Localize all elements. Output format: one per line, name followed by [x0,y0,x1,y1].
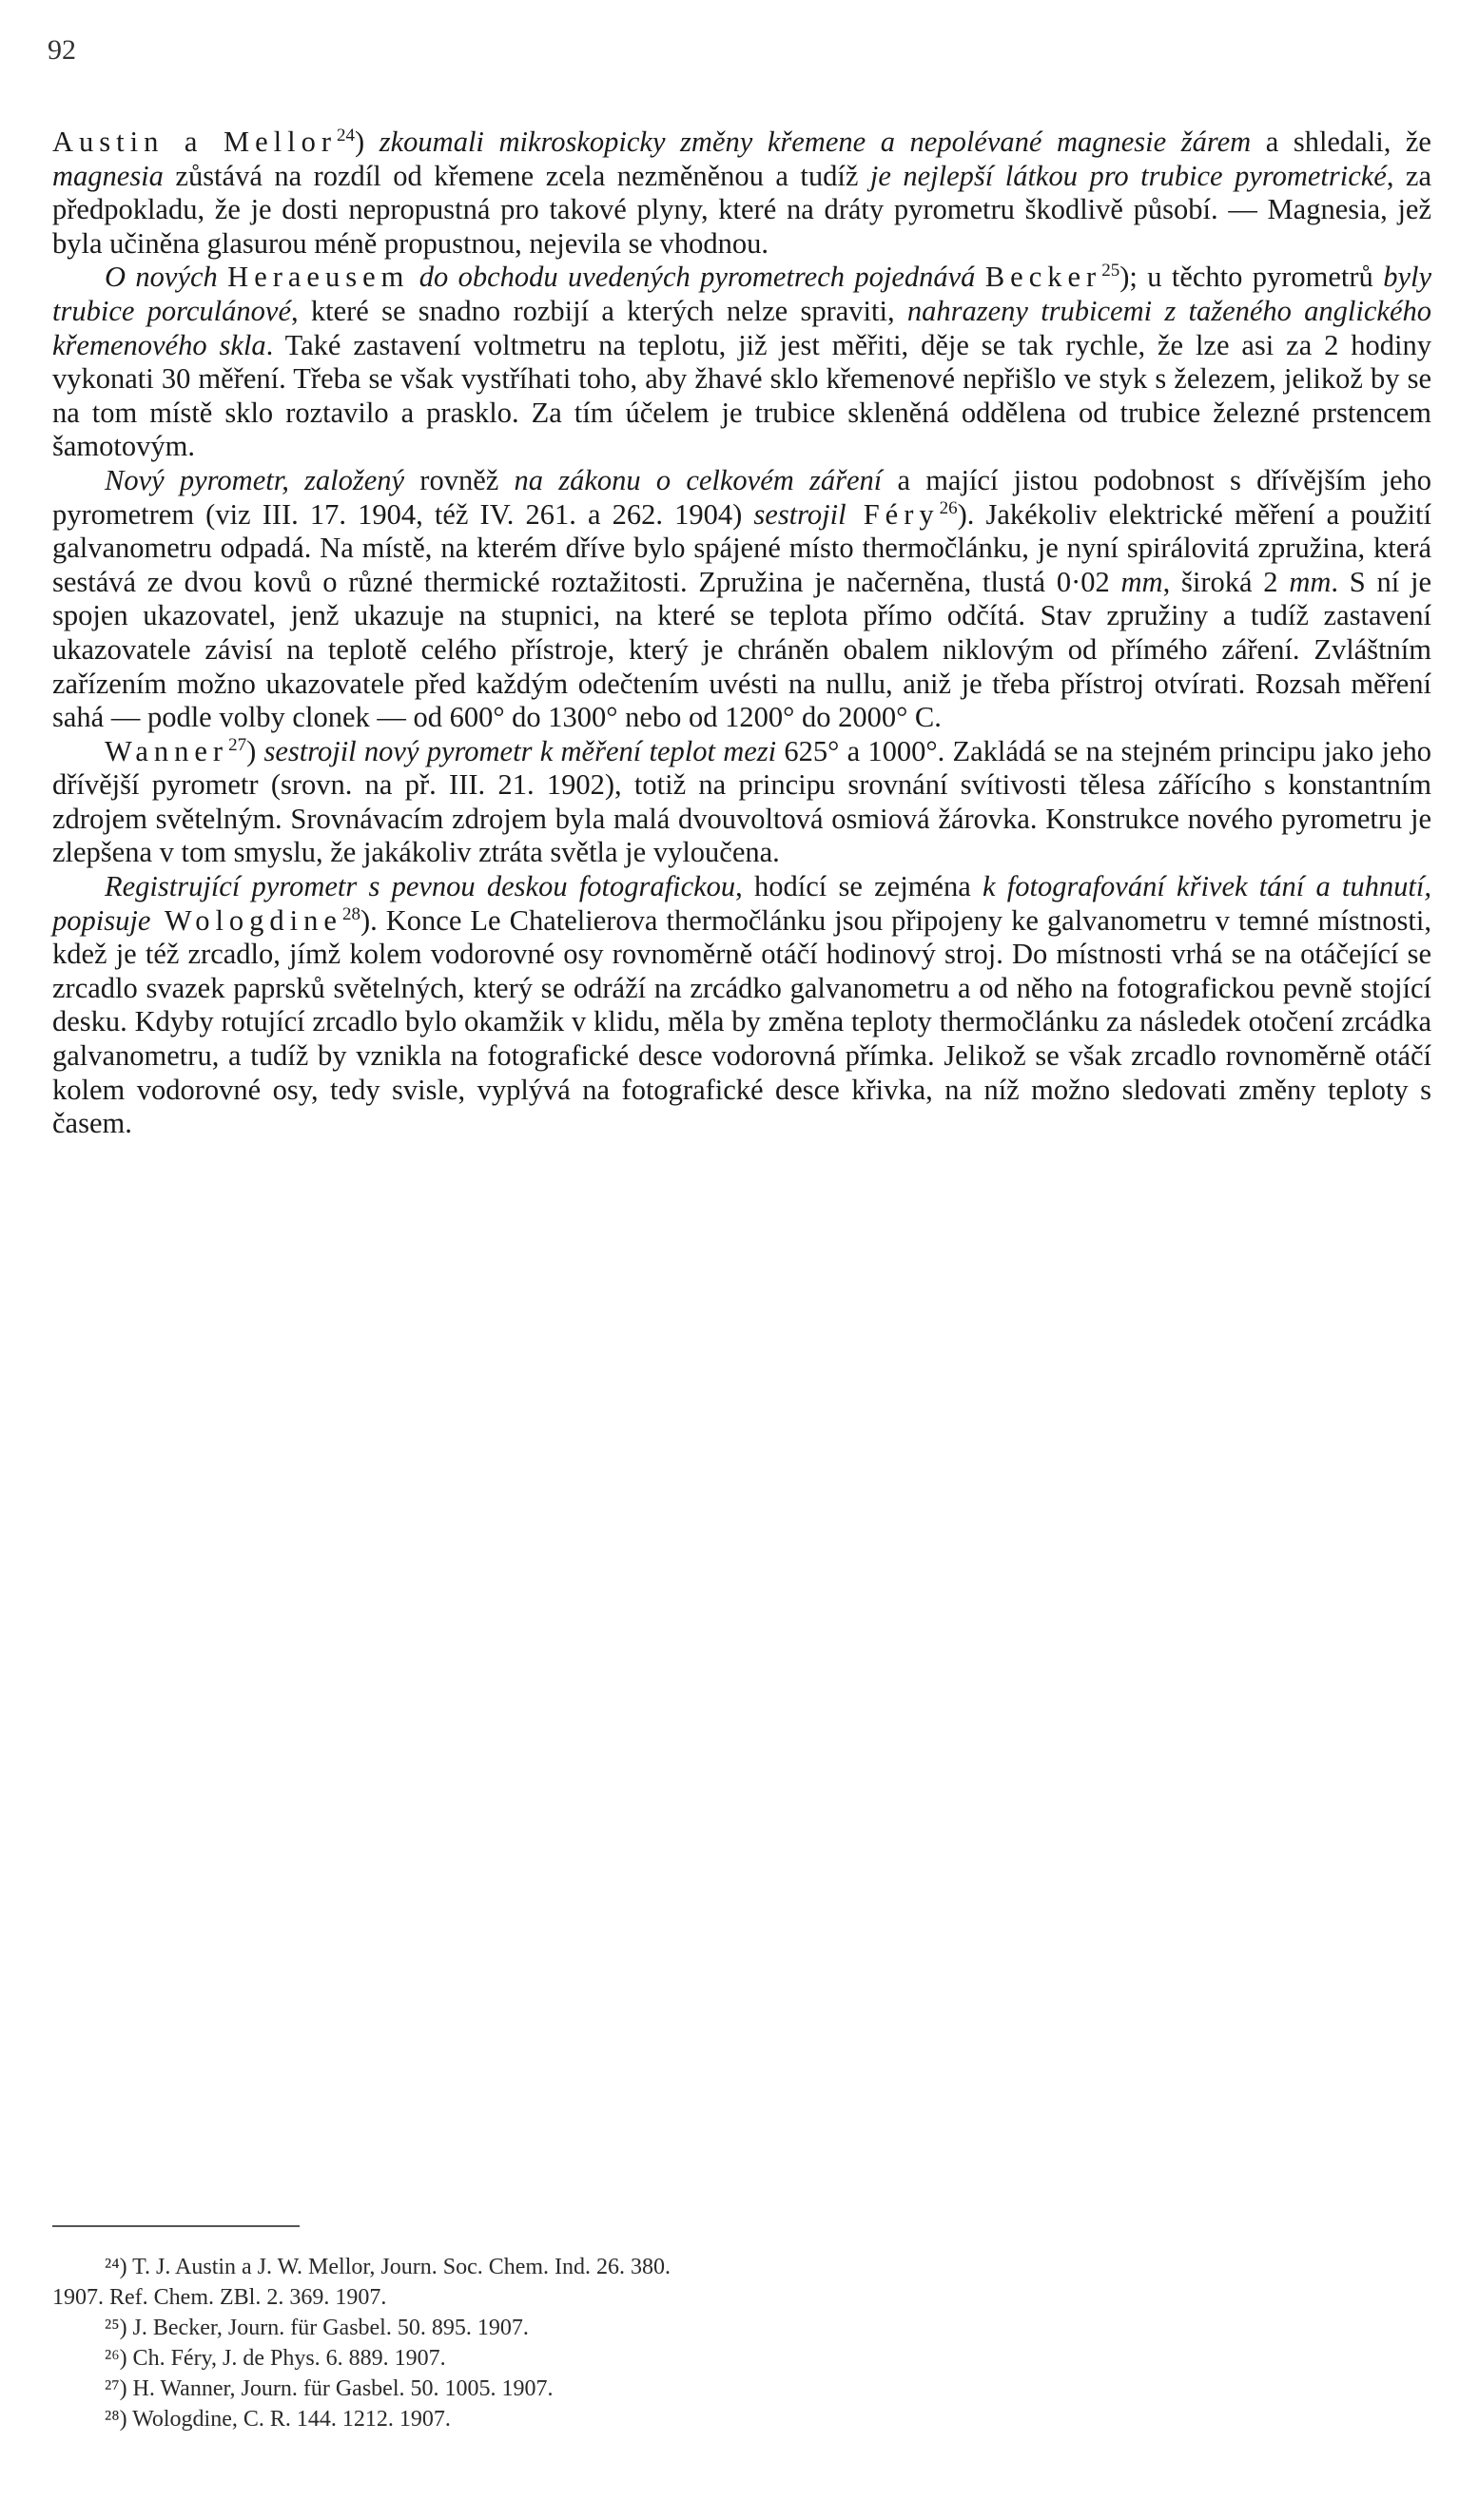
paragraph [52,464,1431,735]
footnote [52,2374,1431,2404]
text-run: 625° a 1000°. Zakládá se na stejném principu jako jeho dřívější pyrometr (srovn. na př. III. 21. 1902), totiž na principu srovnání svítivosti tělesa zářícího s konstantním zdrojem světelným. Srovnávacím zdrojem byla malá dvouvoltová osmiová žárovka. Konstrukce nového pyrometru je zlepšena v tom smyslu, že jakákoliv ztráta světla je vyloučena. [52,734,1431,869]
text-run: , které se snadno rozbijí a kterých nelze spraviti, [290,294,907,327]
text-run: ); u těchto pyrometrů [1119,261,1384,294]
italic-run: je nejlepší látkou pro trubice pyrometrické [869,159,1387,192]
footnote [52,2343,1431,2374]
footnotes [52,2252,1431,2434]
spaced-name: Wanner [105,734,229,767]
footnote-ref: 27 [228,734,247,755]
italic-run: byly trubice porculánové [52,261,1432,327]
spaced-name: Féry [846,497,940,531]
paragraph [52,261,1431,464]
text-run: a shledali, že [1251,126,1431,158]
footnote-line: 1907. Ref. Chem. ZBl. 2. 369. 1907. [52,2285,387,2310]
spaced-name: Austin a Mellor [52,126,338,158]
italic-run: O nových [105,261,228,294]
paragraph [52,735,1431,870]
footnote-ref: 25 [1101,261,1120,281]
footnote-line: ²⁸) Wologdine, C. R. 144. 1212. 1907. [105,2407,451,2432]
paragraph [52,870,1431,1141]
footnote-line: ²⁷) H. Wanner, Journ. für Gasbel. 50. 1005. 1907. [105,2376,554,2401]
text-run: , za předpokladu, že je dosti nepropustná pro takové plyny, které na dráty pyrometru škodlivě působí. — Magnesia, jež byla učiněna glasurou méně propustnou, nejevila se vhodnou. [52,159,1431,260]
footnote-line: ²⁵) J. Becker, Journ. für Gasbel. 50. 895. 1907. [105,2316,529,2340]
footnote-ref: 24 [337,125,356,145]
italic-run: do obchodu uvedených pyrometrech pojednává [409,261,985,294]
footnote-ref: 26 [939,497,958,518]
italic-run: mm [1289,565,1332,598]
text-run: rovněž [404,463,515,496]
text-run: . S ní je spojen ukazovatel, jenž ukazuje na stupnici, na které se teplota přímo odčítá. Stav zpružiny a tudíž zastavení ukazovatele závisí na teplotě celého přístroje, který je chráněn obalem niklovým od přímého záření. Zvláštním zařízením možno ukazovatele před každým odečtením uvésti na nullu, aniž je třeba přístroj otvírati. Rozsah měření sahá — podle volby clonek — od 600° do 1300° nebo od 1200° do 2000° C. [52,565,1432,734]
text-run: ) [355,126,379,158]
footnote [52,2404,1431,2434]
footnote-ref: 28 [341,903,360,924]
text-run: , hodící se zejména [735,870,983,903]
italic-run: nahrazeny trubicemi z taženého anglického křemenového skla [52,294,1431,361]
italic-run: sestrojil nový pyrometr k měření teplot mezi [263,734,777,767]
footnote [52,2313,1431,2343]
italic-run: mm [1120,565,1163,598]
italic-run: k fotografování křivek tání a tuhnutí, popisuje [52,870,1431,937]
italic-run: sestrojil [753,497,847,531]
text-run: zůstává na rozdíl od křemene zcela nezměněnou a tudíž [163,159,870,192]
text-run: , široká 2 [1162,565,1290,598]
italic-run: na zákonu o celkovém záření [514,463,883,496]
footnote-divider [52,2225,300,2227]
text-run: a mající jistou podobnost s dřívějším jeho pyrometrem (viz III. 17. 1904, též IV. 261. a 262. 1904) [52,463,1432,531]
italic-run: Nový pyrometr, založený [105,463,405,496]
page-number: 92 [48,34,76,66]
spaced-name: Becker [984,261,1102,294]
paragraph [52,126,1431,261]
footnote-line: ²⁴) T. J. Austin a J. W. Mellor, Journ. Soc. Chem. Ind. 26. 380. [105,2255,671,2279]
body-text [52,126,1431,1141]
italic-run: magnesia [52,159,164,192]
spaced-name: Wologdine [150,903,342,937]
text-run: ). Jakékoliv elektrické měření a použití galvanometru odpadá. Na místě, na kterém dříve bylo spájené místo thermočlánku, je nyní spirálovitá zpružina, která sestává ze dvou kovů o různé thermické roztažitosti. Zpružina je načerněna, tlustá 0·02 [52,497,1431,598]
text-run: . Také zastavení voltmetru na teplotu, již jest měřiti, děje se tak rychle, že lze asi za 2 hodiny vykonati 30 měření. Třeba se však vystříhati toho, aby žhavé sklo křemenové nepřišlo ve styk s železem, jelikož by se na tom místě sklo roztavilo a prasklo. Za tím účelem je trubice skleněná oddělena od trubice železné prstencem šamotovým. [52,328,1432,463]
text-run: ). Konce Le Chatelierova thermočlánku jsou připojeny ke galvanometru v temné místnosti, kdež je též zrcadlo, jímž kolem vodorovné osy rovnoměrně otáčí hodinový stroj. Do místnosti vrhá se na otáčející se zrcadlo svazek paprsků světelných, který se odráží na zrcádko galvanometru a od něho na fotografickou pevně stojící desku. Kdyby rotující zrcadlo bylo okamžik v klidu, měla by změna teploty thermočlánku za následek otočení zrcádka galvanometru, a tudíž by vznikla na fotografické desce vodorovná přímka. Jelikož se však zrcadlo rovnoměrně otáčí kolem vodorovné osy, tedy svisle, vyplývá na fotografické desce křivka, na níž možno sledovati změny teploty s časem. [52,903,1431,1140]
footnote-line: ²⁶) Ch. Féry, J. de Phys. 6. 889. 1907. [105,2346,446,2371]
text-run: ) [246,734,264,767]
italic-run: Registrující pyrometr s pevnou deskou fotografickou [105,870,736,903]
footnote [52,2252,1431,2313]
spaced-name: Heraeusem [227,261,410,294]
italic-run: zkoumali mikroskopicky změny křemene a nepolévané magnesie žárem [379,126,1252,158]
